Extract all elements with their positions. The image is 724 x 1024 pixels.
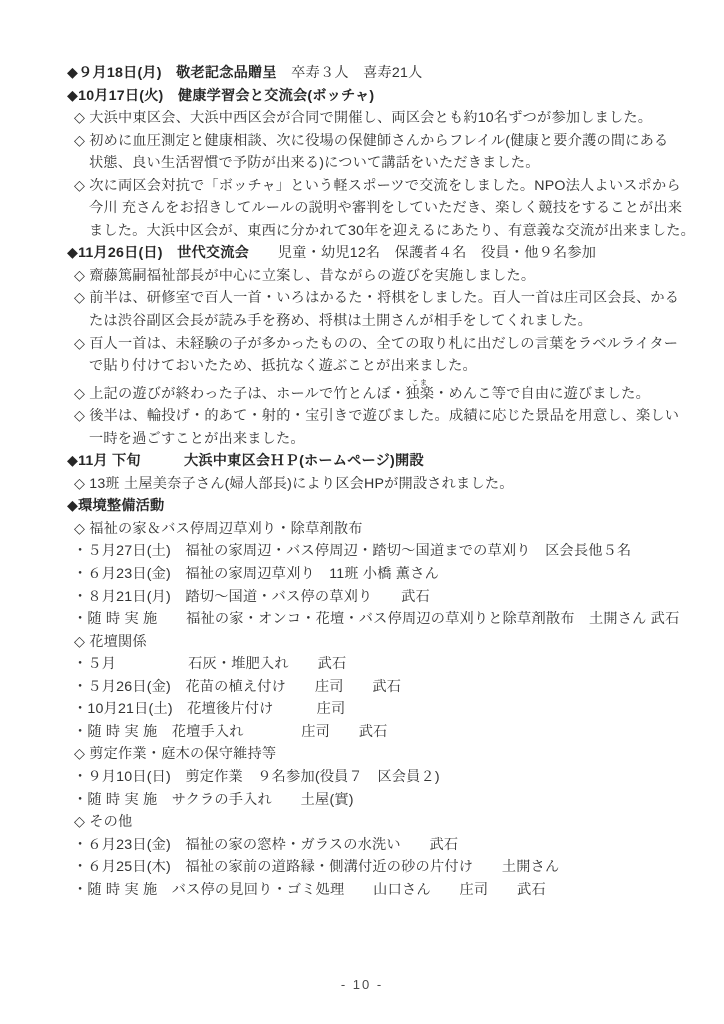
text-segment: ◇ 花壇関係: [74, 633, 147, 650]
text-line: [74, 333, 688, 356]
text-segment: ・10月21日(土) 花壇後片付け 庄司: [73, 701, 346, 718]
text-line: [67, 450, 688, 473]
text-segment: ・５月27日(土) 福祉の家周辺・バス停周辺・踏切～国道までの草刈り 区会長他５名: [73, 543, 632, 560]
text-segment: ・５月 石灰・堆肥入れ 武石: [73, 656, 347, 673]
text-segment: ◇ 福祉の家＆バス停周辺草刈り・除草剤散布: [74, 520, 363, 537]
text-segment: ◆11月 下旬 大浜中東区会ＨＰ(ホームページ)開設: [67, 453, 424, 470]
text-segment: ◆９月18日(月) 敬老記念品贈呈: [67, 65, 277, 81]
text-line: [89, 197, 688, 220]
text-line: [89, 310, 688, 333]
text-segment: ◇ 上記の遊びが終わった子は、ホールで竹とんぼ・: [74, 385, 406, 402]
text-line: [74, 631, 688, 654]
text-line: [74, 378, 688, 406]
text-segment: 状態、良い生活習慣で予防が出来る)について講話をいただきました。: [89, 155, 540, 172]
text-segment: ・随 時 実 施 花壇手入れ 庄司 武石: [73, 723, 388, 740]
text-line: [67, 242, 688, 265]
text-line: [74, 743, 688, 766]
text-segment: ・６月23日(金) 福祉の家周辺草刈り 11班 小橋 薫さん: [73, 566, 439, 583]
text-line: [89, 220, 696, 243]
text-segment: 児童・幼児12名 保護者４名 役員・他９名参加: [249, 245, 597, 262]
text-segment: ◆11月26日(日) 世代交流会: [67, 245, 250, 262]
text-line: [67, 85, 688, 108]
text-segment: ・８月21日(月) 踏切～国道・バス停の草刈り 武石: [73, 588, 430, 605]
text-segment: ◇ 後半は、輪投げ・的あて・射的・宝引きで遊びました。成績に応じた景品を用意し、楽しい: [74, 408, 680, 425]
furigana-ruby: 独楽こま: [405, 377, 435, 402]
text-line: [73, 698, 688, 721]
page-number: - 10 -: [340, 977, 384, 992]
text-segment: ◇ 大浜中東区会、大浜中西区会が合同で開催し、両区会とも約10名ずつが参加しました。: [74, 110, 653, 127]
text-segment: ました。大浜中区会が、東西に分かれて30年を迎えるにあたり、有意義な交流が出来ました。: [89, 222, 696, 239]
text-line: [67, 495, 688, 518]
text-segment: ・随 時 実 施 バス停の見回り・ゴミ処理 山口さん 庄司 武石: [73, 881, 546, 898]
text-segment: 卒寿３人 喜寿21人: [276, 65, 423, 81]
text-line: [73, 879, 688, 902]
text-segment: ◇ 次に両区会対抗で「ボッチャ」という軽スポーツで交流をしました。NPO法人よいスポから: [74, 177, 681, 194]
text-line: [89, 428, 688, 451]
text-segment: ・めんこ等で自由に遊びました。: [434, 385, 650, 402]
text-line: [73, 789, 688, 812]
text-segment: で貼り付けておいたため、抵抗なく遊ぶことが出来ました。: [89, 358, 477, 375]
text-segment: ◆環境整備活動: [67, 498, 165, 515]
text-segment: ◇ 初めに血圧測定と健康相談、次に役場の保健師さんからフレイル(健康と要介護の間にある: [74, 132, 669, 149]
text-line: [74, 287, 688, 310]
text-segment: ◇ 齋藤篤嗣福祉部長が中心に立案し、昔ながらの遊びを実施しました。: [74, 267, 536, 284]
text-line: [73, 586, 688, 609]
text-line: [89, 355, 688, 378]
text-line: [74, 107, 688, 130]
text-segment: 一時を過ごすことが出来ました。: [89, 430, 305, 447]
text-line: [73, 856, 688, 879]
text-line: [74, 405, 688, 428]
text-line: [73, 766, 688, 789]
text-segment: ・随 時 実 施 サクラの手入れ 土屋(實): [73, 791, 354, 808]
text-line: [73, 653, 688, 676]
text-segment: ・９月10日(日) 剪定作業 ９名参加(役員７ 区会員２): [73, 768, 440, 785]
text-line: [74, 175, 688, 198]
text-segment: ◇ 前半は、研修室で百人一首・いろはかるた・将棋をしました。百人一首は庄司区会長、かる: [74, 290, 680, 307]
text-line: [74, 265, 688, 288]
text-segment: ◆10月17日(火) 健康学習会と交流会(ボッチャ): [67, 87, 375, 104]
text-line: [74, 130, 688, 153]
text-line: [73, 563, 688, 586]
text-line: [74, 473, 688, 496]
text-segment: ◇ 13班 土屋美奈子さん(婦人部長)により区会HPが開設されました。: [74, 475, 514, 492]
text-segment: ・５月26日(金) 花苗の植え付け 庄司 武石: [73, 678, 402, 695]
text-segment: たは渋谷副区会長が読み手を務め、将棋は土開さんが相手をしてくれました。: [89, 313, 592, 330]
text-segment: 今川 充さんをお招きしてルールの説明や審判をしていただき、楽しく競技をすることが出来: [89, 200, 683, 217]
text-segment: ・６月23日(金) 福祉の家の窓枠・ガラスの水洗い 武石: [73, 836, 459, 853]
text-line: [73, 608, 688, 631]
text-segment: ◇ 剪定作業・庭木の保守維持等: [74, 746, 277, 763]
text-line: [73, 834, 688, 857]
text-line: [73, 540, 688, 563]
text-line: [67, 62, 688, 85]
text-line: [73, 721, 688, 744]
text-line: [74, 811, 688, 834]
text-line: [73, 676, 688, 699]
text-segment: ◇ その他: [74, 814, 133, 831]
text-segment: ◇ 百人一首は、未経験の子が多かったものの、全ての取り札に出だしの言葉をラベルライター: [74, 335, 679, 352]
document-lines: [67, 62, 696, 901]
text-line: [89, 152, 688, 175]
text-line: [74, 518, 688, 541]
text-segment: ・随 時 実 施 福祉の家・オンコ・花壇・バス停周辺の草刈りと除草剤散布 土開さん 武石: [73, 611, 680, 628]
text-segment: ・６月25日(木) 福祉の家前の道路縁・側溝付近の砂の片付け 土開さん: [73, 859, 560, 876]
